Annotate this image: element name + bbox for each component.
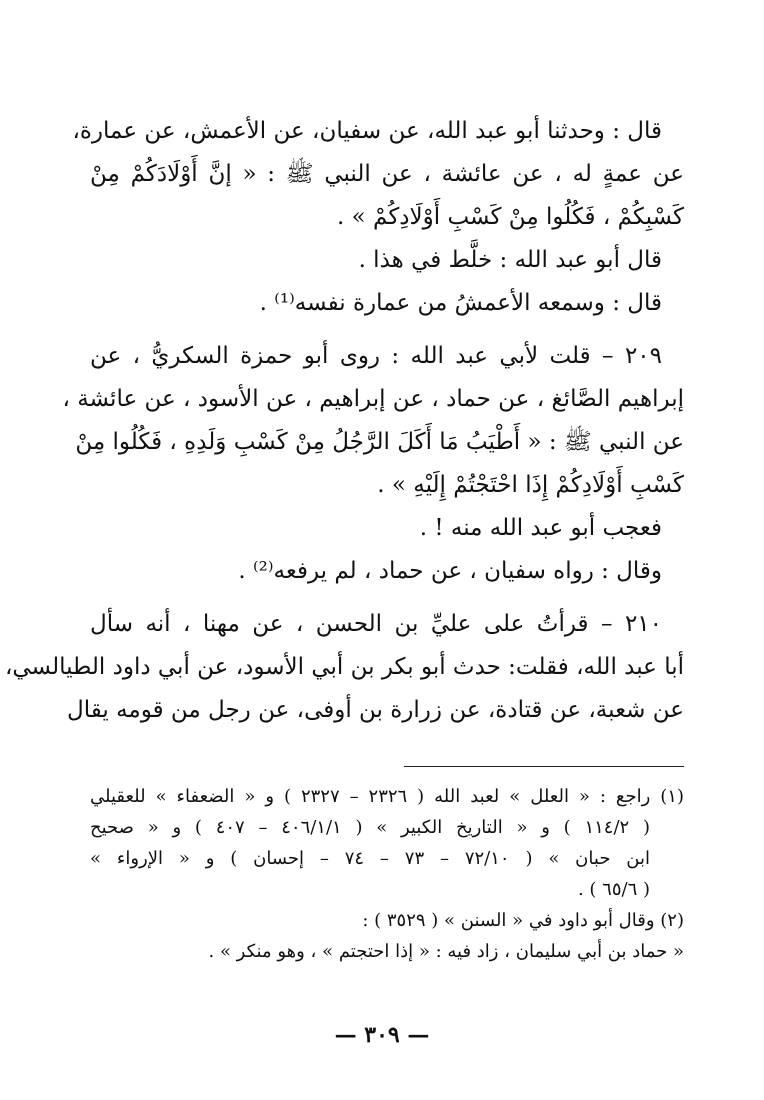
text-line: كَسْبِ أَوْلَادِكُمْ إِذَا احْتَجْتُمْ إِلَيْهِ » .: [377, 472, 684, 498]
text-line: قال أبو عبد الله : خلَّط في هذا .: [358, 247, 662, 273]
footnote-1-line: ( ١١٤/٢ ) و « التاريخ الكبير » ( ٤٠٦/١/١ – ٤٠٧ ) و « صحيح: [90, 817, 650, 838]
section-209: [62, 335, 684, 593]
section-208: [72, 110, 684, 325]
hadith-number-line: ٢١٠ – قرأتُ على عليِّ بن الحسن ، عن مهنا ، أنه سأل: [90, 611, 662, 637]
footnote-2-line: (٢) وقال أبو داود في « السنن » ( ٣٥٢٩ ) :: [362, 910, 684, 931]
footnote-1-line: ( ٦٥/٦ ) .: [577, 879, 650, 900]
text-line: عن النبي ﷺ : « أَطْيَبُ مَا أَكَلَ الرَّجُلُ مِنْ كَسْبِ وَلَدِهِ ، فَكُلُوا مِنْ: [75, 429, 684, 455]
footnotes: [90, 766, 684, 967]
footnote-1-line: (١) راجع : « العلل » لعبد الله ( ٢٣٢٦ – ٢٣٢٧ ) و « الضعفاء » للعقيلي: [90, 786, 684, 807]
footnote-divider: [404, 766, 684, 767]
text-line: عن عمةٍ له ، عن عائشة ، عن النبي ﷺ : « إنَّ أَوْلَادَكُمْ مِنْ: [90, 161, 684, 187]
section-210: [4, 603, 684, 732]
footnote-1-line: ابن حبان » ( ٧٢/١٠ – ٧٣ – ٧٤ – إحسان ) و « الإرواء »: [90, 848, 651, 869]
text-line: فعجب أبو عبد الله منه ! .: [419, 515, 662, 541]
text-line: كَسْبِكُمْ ، فَكُلُوا مِنْ كَسْبِ أَوْلَادِكُمْ » .: [337, 204, 684, 230]
text-line: قال : وحدثنا أبو عبد الله، عن سفيان، عن الأعمش، عن عمارة،: [72, 118, 662, 144]
text-line: إبراهيم الصَّائغ ، عن حماد ، عن إبراهيم ، عن الأسود ، عن عائشة ،: [62, 386, 684, 412]
hadith-number-line: ٢٠٩ – قلت لأبي عبد الله : روى أبو حمزة السكريُّ ، عن: [90, 343, 662, 369]
text-line: أبا عبد الله، فقلت: حدث أبو بكر بن أبي الأسود، عن أبي داود الطيالسي،: [4, 654, 684, 680]
page-number: — ٣٠٩ —: [334, 1022, 430, 1048]
text-line: عن شعبة، عن قتادة، عن زرارة بن أوفى، عن رجل من قومه يقال: [67, 697, 684, 723]
footnote-2-line: « حماد بن أبي سليمان ، زاد فيه : « إذا احتجتم » ، وهو منكر » .: [208, 941, 684, 962]
text-line: قال : وسمعه الأعمشُ من عمارة نفسه⁽¹⁾ .: [259, 290, 662, 316]
text-line: وقال : رواه سفيان ، عن حماد ، لم يرفعه⁽²⁾ .: [238, 558, 662, 584]
